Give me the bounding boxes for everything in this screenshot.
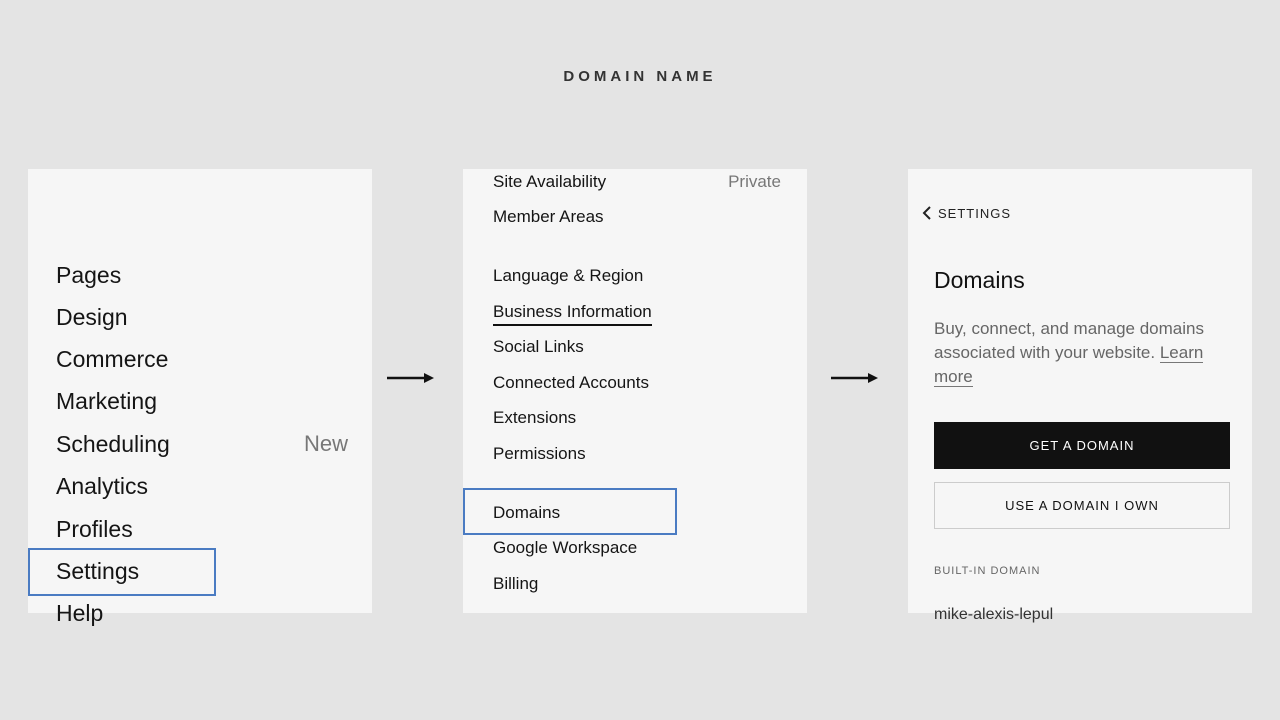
settings-item-extensions[interactable]: Extensions [493,408,577,427]
arrow-right-icon [830,370,880,386]
chevron-left-icon [922,205,932,221]
settings-highlight-box [28,548,216,596]
built-in-domain-value: mike-alexis-lepul [934,606,1054,623]
settings-item-social-links[interactable]: Social Links [493,337,584,356]
nav-item-design[interactable]: Design [56,304,128,330]
learn-more-link[interactable]: Learn more [934,343,1204,386]
settings-item-site-availability[interactable]: Site Availability [493,172,607,191]
new-badge: New [303,431,348,456]
built-in-domain-label: BUILT-IN DOMAIN [934,565,1041,577]
settings-item-language-region[interactable]: Language & Region [493,266,644,285]
nav-item-help[interactable]: Help [56,600,104,626]
settings-item-connected-accounts[interactable]: Connected Accounts [493,373,649,392]
settings-panel [463,169,807,613]
page-title: DOMAIN NAME [563,68,717,85]
nav-item-pages[interactable]: Pages [56,262,122,288]
nav-item-scheduling[interactable]: Scheduling [56,431,170,457]
nav-item-profiles[interactable]: Profiles [56,516,133,542]
settings-item-domains[interactable]: Domains [493,503,561,522]
settings-item-google-workspace[interactable]: Google Workspace [493,538,638,557]
domains-highlight-box [463,488,677,535]
settings-item-business-information[interactable]: Business Information [493,301,652,326]
nav-item-analytics[interactable]: Analytics [56,473,149,499]
get-a-domain-button[interactable]: GET A DOMAIN [934,422,1230,469]
description-text: Buy, connect, and manage domains associated with your website. [934,319,1204,362]
domains-description [934,317,1230,389]
nav-item-marketing[interactable]: Marketing [56,388,157,414]
back-to-settings-link[interactable] [922,205,1011,221]
back-label: SETTINGS [938,205,1012,221]
site-availability-value: Private [728,172,781,191]
main-nav-panel [28,169,372,626]
settings-item-member-areas[interactable]: Member Areas [493,207,604,226]
settings-item-billing[interactable]: Billing [493,574,539,593]
nav-item-settings[interactable]: Settings [56,558,140,584]
settings-item-permissions[interactable]: Permissions [493,444,586,463]
domains-panel [908,169,1252,623]
domains-heading: Domains [934,267,1025,293]
nav-item-commerce[interactable]: Commerce [56,346,169,372]
arrow-right-icon [386,370,436,386]
use-a-domain-i-own-button[interactable]: USE A DOMAIN I OWN [934,482,1230,529]
